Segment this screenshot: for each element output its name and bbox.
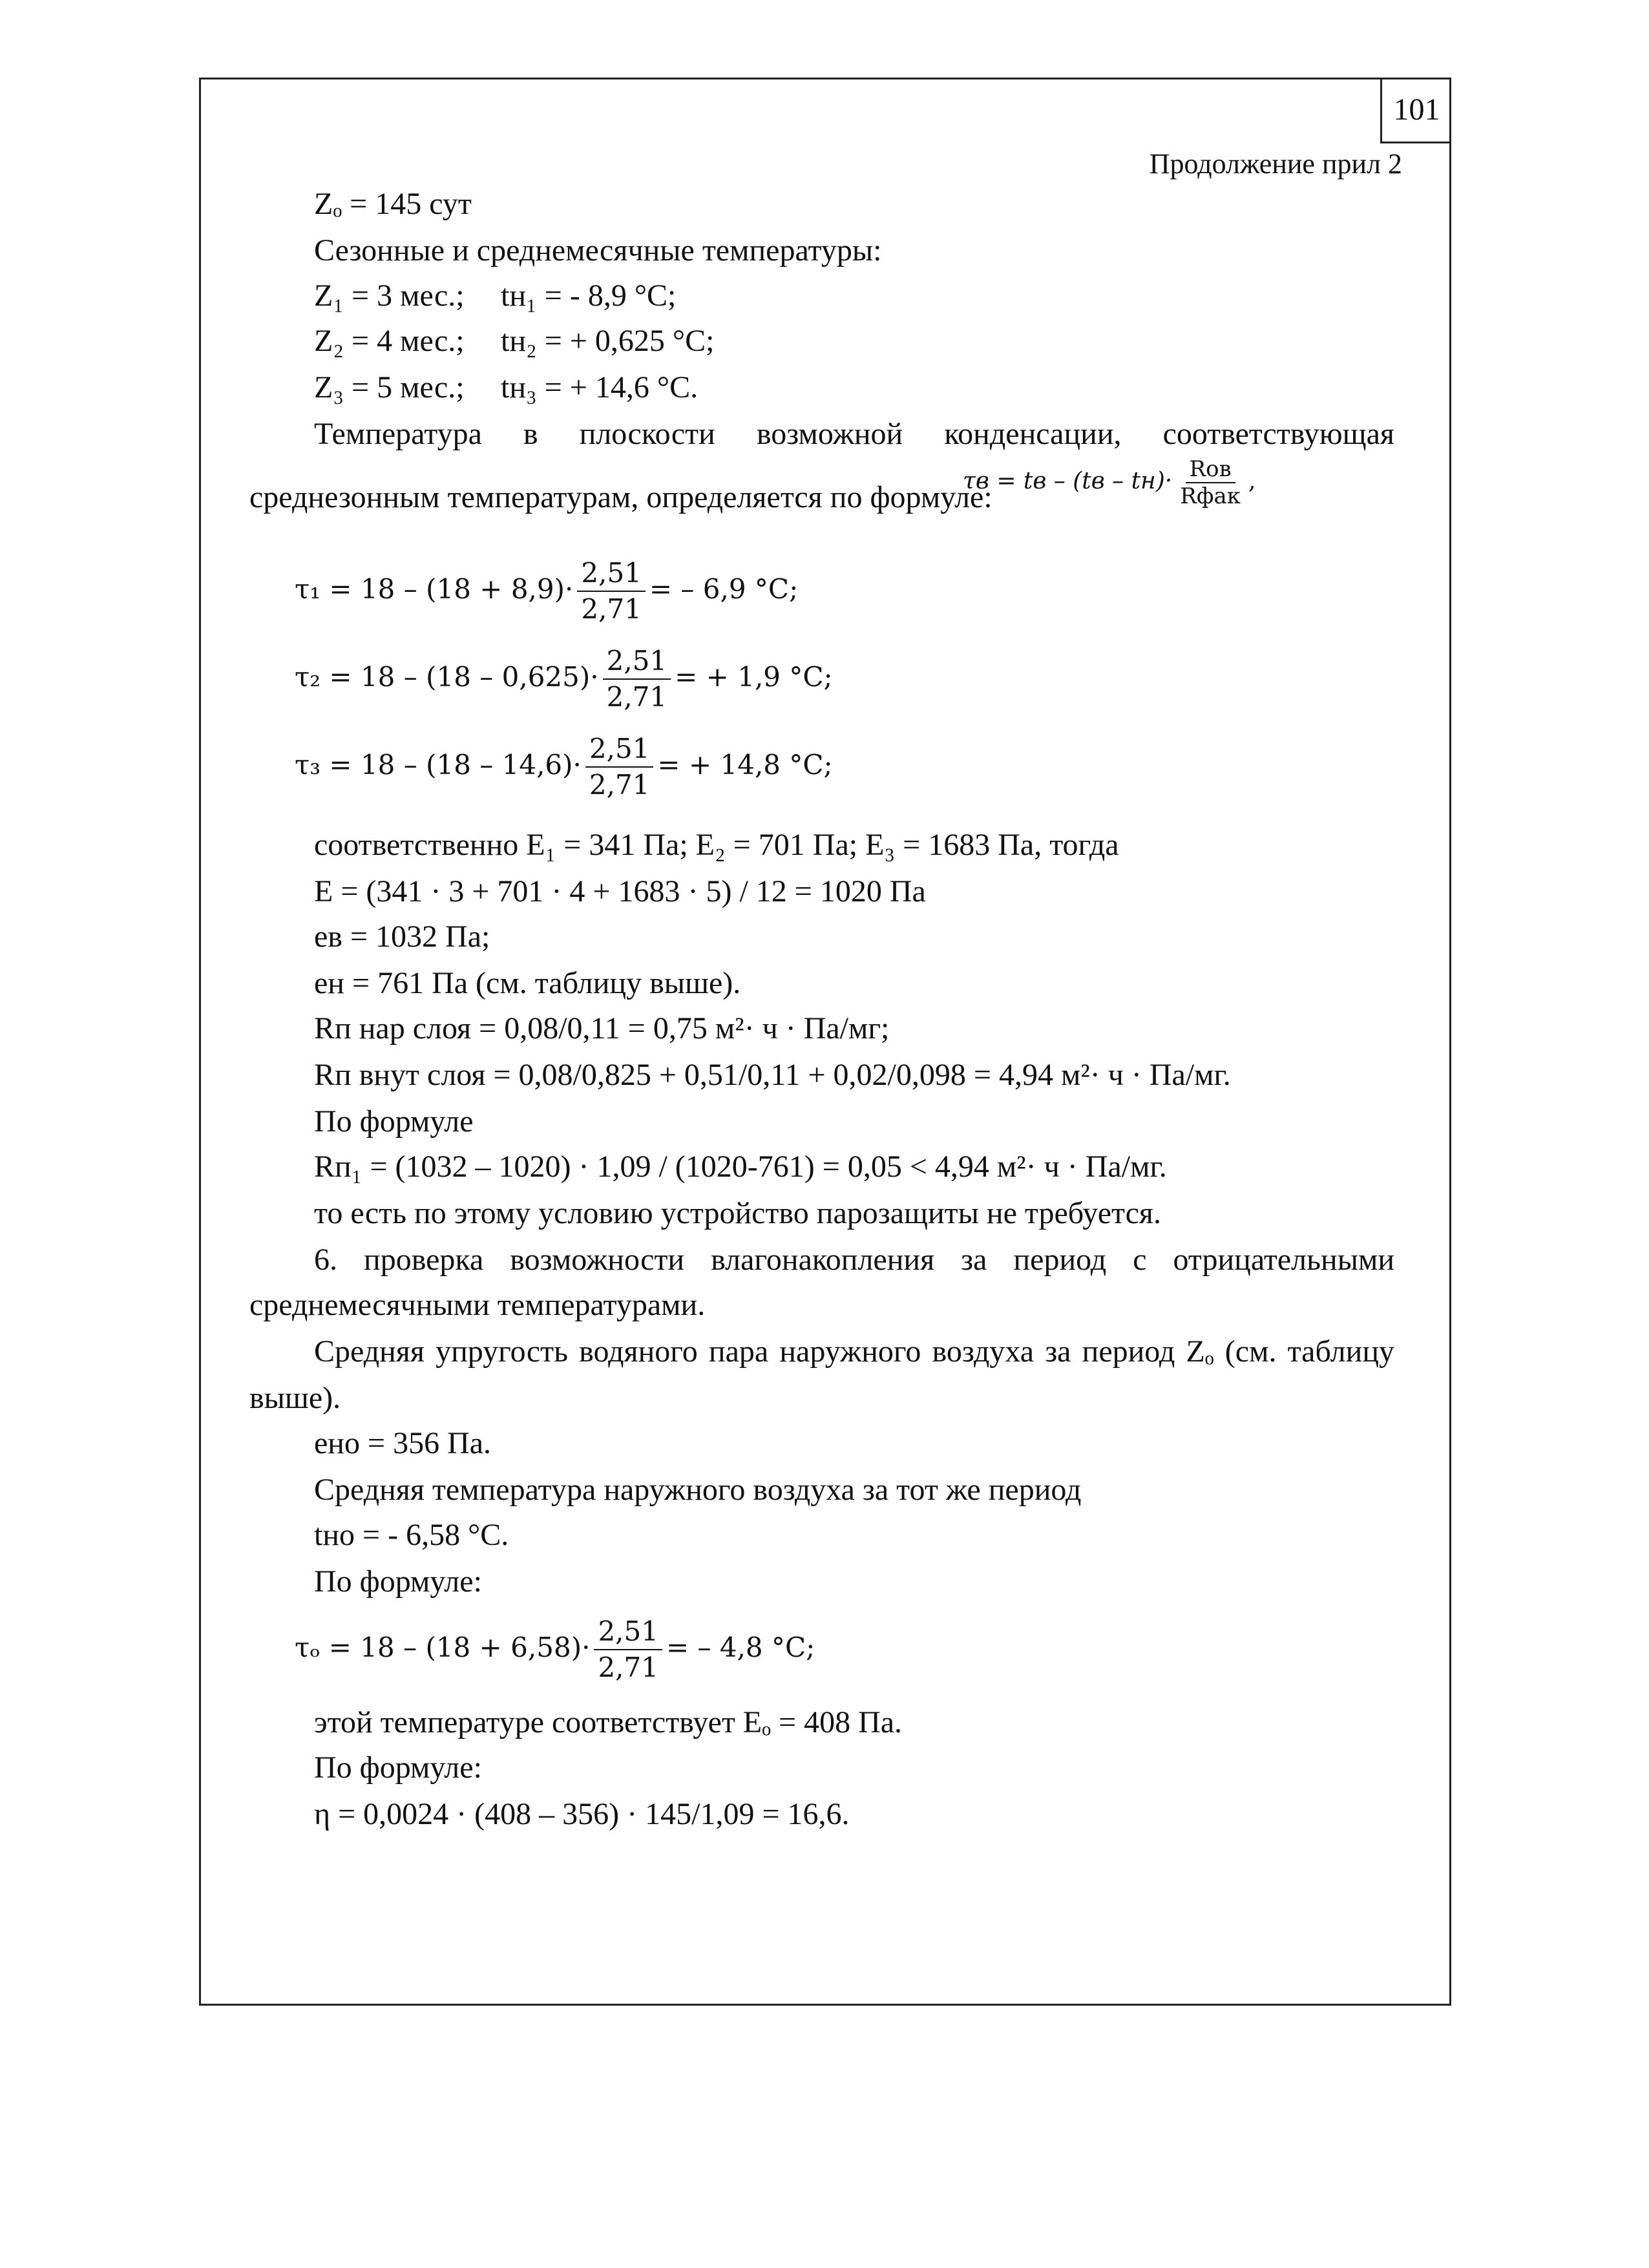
conclusion-line: то есть по этому условию устройство парозащиты не требуется. <box>314 1196 1161 1230</box>
po-formule-label-3: По формуле: <box>314 1750 482 1785</box>
season-t-3: tн₃ = + 14,6 °C. <box>501 370 698 404</box>
tau-1-calc: τ₁ = 18 – (18 + 8,9)· $\frac{2,51}{2,71}$ = – 6,9 °C; <box>295 557 799 625</box>
season-t-2: tн₂ = + 0,625 °C; <box>501 324 715 358</box>
tno-line: tно = - 6,58 °C. <box>314 1518 509 1552</box>
ev-line: eв = 1032 Па; <box>314 919 490 954</box>
para6-line2: среднемесячными температурами. <box>249 1288 706 1322</box>
rp-outer-line: Rп нар слоя = 0,08/0,11 = 0,75 м²· ч · Па/мг; <box>314 1011 890 1045</box>
e0-line: этой температуре соответствует Eₒ = 408 Па. <box>314 1705 903 1739</box>
season-z-2: Z₂ = 4 мес.; <box>314 324 465 358</box>
eno-line: eно = 356 Па. <box>314 1426 492 1460</box>
page-number: 101 <box>1380 78 1451 143</box>
season-z-1: Z₁ = 3 мес.; <box>314 278 465 313</box>
z0-line: Zₒ = 145 сут <box>314 187 472 221</box>
tau-0-calc: τₒ = 18 – (18 + 6,58)· $\frac{2,51}{2,71}$ = – 4,8 °C; <box>295 1615 815 1683</box>
eta-line: η = 0,0024 · (408 – 356) · 145/1,09 = 16,6. <box>314 1797 850 1831</box>
season-z-3: Z₃ = 5 мес.; <box>314 370 465 404</box>
continuation-label: Продолжение прил 2 <box>1149 148 1402 180</box>
tau-3-calc: τ₃ = 18 – (18 – 14,6)· $\frac{2,51}{2,71}$ = + 14,8 °C; <box>295 733 833 801</box>
para1-line1: Температура в плоскости возможной конденсации, соответствующая <box>314 417 1394 451</box>
para7-line2: выше). <box>249 1381 341 1415</box>
rp-inner-line: Rп внут слоя = 0,08/0,825 + 0,51/0,11 + 0,02/0,098 = 4,94 м²· ч · Па/мг. <box>314 1058 1231 1092</box>
en-line: eн = 761 Па (см. таблицу выше). <box>314 966 741 1000</box>
tau-2-calc: τ₂ = 18 – (18 – 0,625)· $\frac{2,51}{2,71}$ = + 1,9 °C; <box>295 645 833 713</box>
para7-line1: Средняя упругость водяного пара наружного воздуха за период Zₒ (см. таблицу <box>314 1334 1394 1369</box>
po-formule-label: По формуле <box>314 1104 474 1139</box>
tau-formula: τв = tв – (tв – tн)· $\frac{\text{Rов}}{\text{Rфак}}$ , <box>963 456 1256 509</box>
e-values-line: соответственно E₁ = 341 Па; E₂ = 701 Па; E₃ = 1683 Па, тогда <box>314 828 1119 862</box>
avg-temp-line: Средняя температура наружного воздуха за тот же период <box>314 1473 1082 1507</box>
po-formule-label-2: По формуле: <box>314 1564 482 1599</box>
rp1-line: Rп₁ = (1032 – 1020) · 1,09 / (1020-761) = 0,05 < 4,94 м²· ч · Па/мг. <box>314 1150 1167 1184</box>
season-t-1: tн₁ = - 8,9 °C; <box>501 278 677 313</box>
e-average-line: E = (341 · 3 + 701 · 4 + 1683 · 5) / 12 = 1020 Па <box>314 874 926 908</box>
para1-line2: среднезонным температурам, определяется по формуле: <box>249 480 993 514</box>
seasonal-heading: Сезонные и среднемесячные температуры: <box>314 233 882 268</box>
para6-line1: 6. проверка возможности влагонакопления за период с отрицательными <box>314 1243 1394 1277</box>
